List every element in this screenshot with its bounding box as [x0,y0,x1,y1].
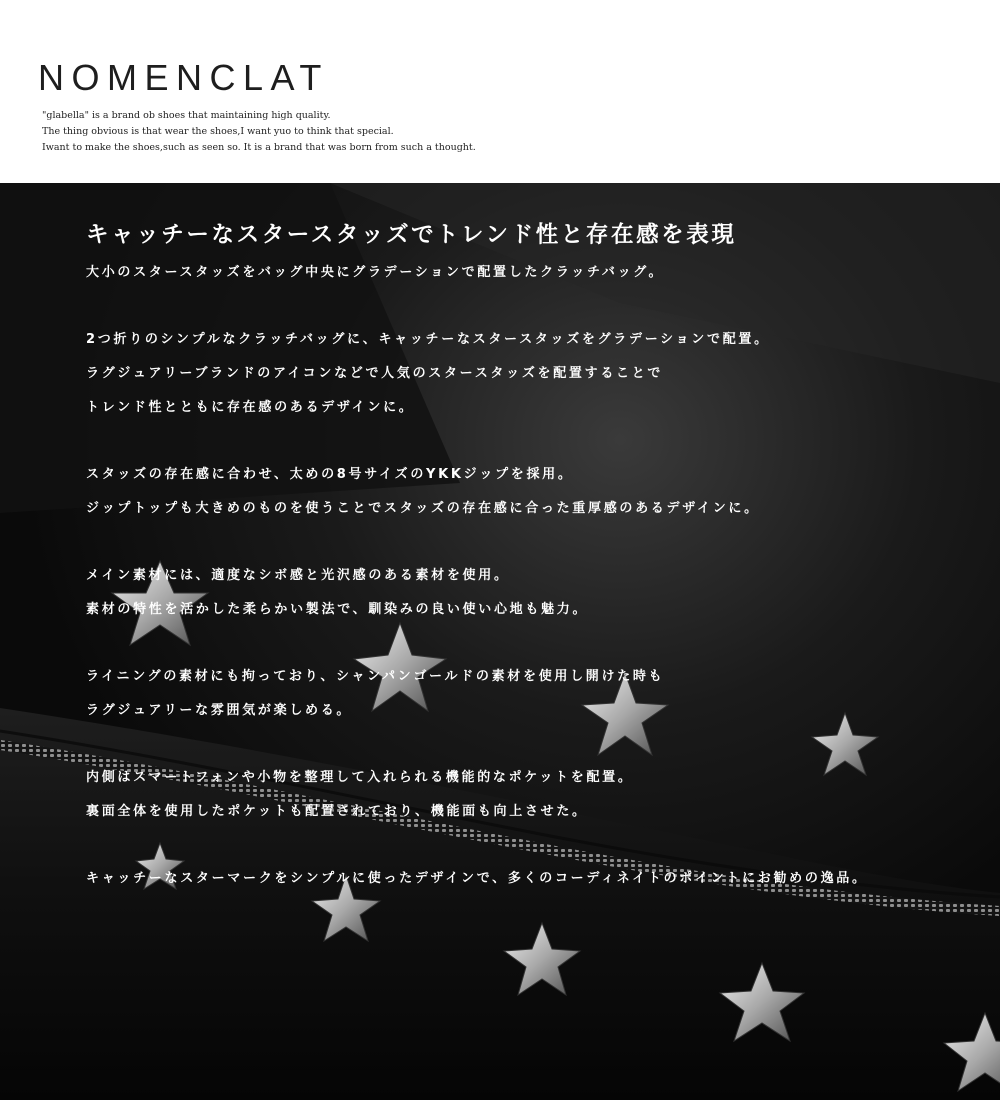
paragraph-spacer [86,836,868,870]
description-line: 内側はスマートフォンや小物を整理して入れられる機能的なポケットを配置。 [86,770,634,786]
paragraph-spacer [86,533,868,567]
description-line: ラグジュアリーブランドのアイコンなどで人気のスタースタッズを配置することで [86,366,664,382]
description-line: 2つ折りのシンプルなクラッチバッグに、キャッチーなスタースタッズをグラデーションで配置。 [86,332,770,348]
description-line: キャッチーなスターマークをシンプルに使ったデザインで、多くのコーディネイトのポイントにお勧めの逸品。 [86,871,868,887]
product-headline: キャッチーなスタースタッズでトレンド性と存在感を表現 [86,222,737,248]
description-line: ジップトップも大きめのものを使うことでスタッズの存在感に合った重厚感のあるデザインに。 [86,500,760,516]
paragraph-spacer [86,634,868,668]
brand-tagline [42,108,476,156]
description-line: 大小のスタースタッズをバッグ中央にグラデーションで配置したクラッチバッグ。 [86,265,665,280]
description-line: スタッズの存在感に合わせ、太めの8号サイズのYKKジップを採用。 [86,467,574,483]
brand-header [0,0,1000,183]
tagline-line: Iwant to make the shoes,such as seen so. It is a brand that was born from such a thought. [42,142,476,153]
description-line: トレンド性とともに存在感のあるデザインに。 [86,399,415,415]
tagline-line: The thing obvious is that wear the shoes,I want yuo to think that special. [42,126,394,137]
brand-logo: NOMENCLAT [38,57,329,98]
product-hero [0,183,1000,1100]
description-line: 素材の特性を活かした柔らかい製法で、馴染みの良い使い心地も魅力。 [86,601,589,617]
paragraph-spacer [86,431,868,465]
description-line: ラグジュアリーな雰囲気が楽しめる。 [86,702,353,718]
paragraph-spacer [86,297,868,331]
description-line: ライニングの素材にも拘っており、シャンパンゴールドの素材を使用し開けた時も [86,669,665,685]
description-line: メイン素材には、適度なシボ感と光沢感のある素材を使用。 [86,568,510,584]
description-line: 裏面全体を使用したポケットも配置されており、機能面も向上させた。 [86,804,588,819]
paragraph-spacer [86,735,868,769]
product-description [86,219,868,903]
tagline-line: "glabella" is a brand ob shoes that maintaining high quality. [42,110,331,121]
